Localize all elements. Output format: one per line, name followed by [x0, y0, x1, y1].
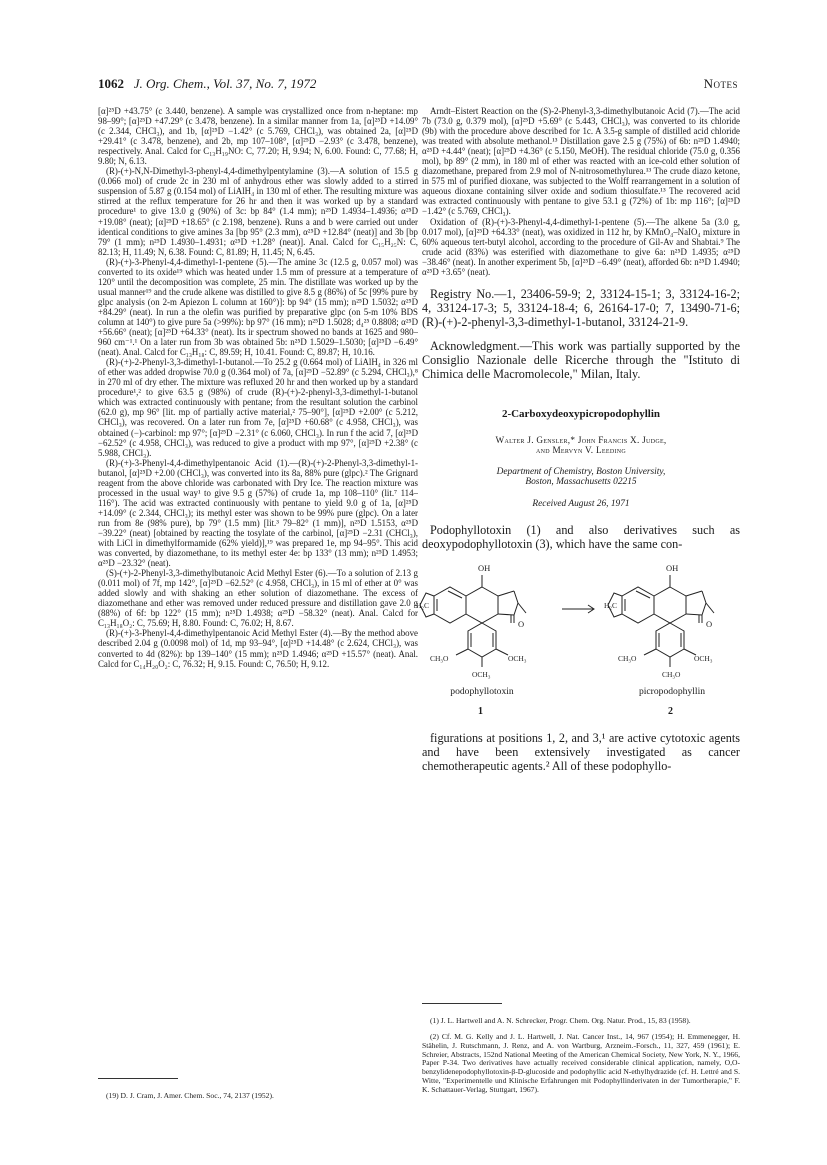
- atom-label: OH: [666, 563, 679, 574]
- authors-line: Walter J. Gensler,* John Francis X. Judge,: [495, 434, 667, 445]
- structure-number: 2: [668, 706, 673, 718]
- paragraph: (S)-(+)-2-Phenyl-3,3-dimethylbutanoic Acid Methyl Ester (6).—To a solution of 2.13 g (0.011 mol) of 7f, mp 142°, [α]²⁵D −62.52° (c 4.958, CHCl₃), in 15 ml of ether at 0° was added slowly and with shaking an ether solution of diazomethane. The excess of diazomethane and ether was removed under reduced pressure and distillation gave 2.0 g (88%) of 6f: bp 122° (15 mm); n²⁵D 1.4938; α²⁵D −58.32° (neat). Anal. Calcd for C₁₃H₁₈O₂: C, 75.69; H, 8.80. Found: C, 76.02; H, 8.67.: [98, 568, 418, 629]
- registry-numbers: Registry No.—1, 23406-59-9; 2, 33124-15-1; 3, 33124-16-2; 4, 33124-17-3; 5, 33124-18-4; 6, 26164-17-0; 7, 13490-71-6; (R)-(+)-2-phenyl-3,3-dimethyl-1-butanol, 33124-21-9.: [422, 286, 740, 329]
- atom-label: H₂C: [604, 601, 618, 611]
- paragraph: Arndt–Eistert Reaction on the (S)-2-Phenyl-3,3-dimethylbutanoic Acid (7).—The acid 7b (73.0 g, 0.379 mol), [α]²⁵D +5.69° (c 5.443, CHCl₃), was converted to its chloride (9b) with the procedure above described for 1c. A 3.5-g sample of distilled acid chloride was treated with absolute methanol.¹³ Distillation gave 2.5 g (75%) of 6b: n²⁵D 1.4940; α²⁵D +4.44° (neat); [α]²⁵D +4.36° (c 5.150, MeOH). The residual chloride (75.0 g, 0.356 mol), bp 89° (2 mm), in 180 ml of ether was reacted with an ice-cold ether solution of diazomethane, prepared from 2.9 mol of N-nitrosomethylurea.¹³ The crude diazo ketone, in 575 ml of purified dioxane, was subjected to the Wolff rearrangement in a solution of aqueous dioxane containing silver oxide and sodium thiosulfate.¹³ The recovered acid was extracted continuously with pentane to give 53.1 g (72%) of 1b: mp 116°; [α]²⁵D −1.42° (c 5.769, CHCl₃).: [422, 106, 740, 217]
- footnote: (19) D. J. Cram, J. Amer. Chem. Soc., 74, 2137 (1952).: [106, 1090, 274, 1100]
- chemical-structures: [416, 557, 740, 727]
- paragraph: (R)-(+)-3-Phenyl-4,4-dimethylpentanoic Acid Methyl Ester (4).—By the method above described 2.04 g (0.0098 mol) of 1d, mp 93–94°, [α]²⁵D +14.48° (c 2.624, CHCl₃), was converted to 4d (82%): bp 139–140° (15 mm); n²⁵D 1.4946; α²⁵D +15.57° (neat). Anal. Calcd for C₁₄H₂₀O₂: C, 76.32; H, 9.15. Found: C, 76.50; H, 9.12.: [98, 628, 418, 669]
- journal-citation: J. Org. Chem., Vol. 37, No. 7, 1972: [133, 76, 317, 91]
- atom-label: O: [706, 619, 713, 630]
- affiliation: [422, 467, 740, 487]
- page-number: 1062: [98, 76, 124, 91]
- article-title: 2-Carboxydeoxypicropodophyllin: [501, 407, 661, 420]
- atom-label: OH: [478, 563, 491, 574]
- structure-diagram: [416, 557, 740, 727]
- acknowledgment: Acknowledgment.—This work was partially supported by the Consiglio Nazionale delle Ricerche through the "Istituto di Chimica delle Macromolecole," Milan, Italy.: [422, 338, 740, 381]
- atom-label: CH₃O: [430, 654, 449, 664]
- section-label: Notes: [703, 76, 738, 91]
- atom-label: OCH₃: [472, 670, 491, 680]
- authors: [422, 435, 740, 455]
- footnote-rule: [422, 1003, 502, 1004]
- paragraph: (R)-(+)-2-Phenyl-3,3-dimethyl-1-butanol.—To 25.2 g (0.664 mol) of LiAlH₄ in 326 ml of ether was added dropwise 70.0 g (0.364 mol) of 7a, [α]²⁵D −52.89° (c 5.294, CHCl₃),⁸ in 270 ml of dry ether. The mixture was refluxed 20 hr and then worked up by a standard procedure¹,² to give 63.5 g (98%) of crude (R)-(+)-2-phenyl-3,3-dimethyl-1-butanol which was extracted continuously with pentane; from the resultant solution the carbinol (62.0 g), mp 96° [lit. mp of partially active material,² 75–90°], [α]²⁵D +2.00° (c 5.212, CHCl₃), was recovered. On a later run from 7e, [α]²⁵D +60.68° (c 4.958, CHCl₃), was obtained (−)-carbinol: mp 97°; [α]²⁵D −2.31° (c 6.060, CHCl₃). In run f the acid 7, [α]²⁵D −62.52° (c 4.958, CHCl₃), was reduced to give a product with mp 97°, [α]²⁵D +2.38° (c 5.988, CHCl₃).: [98, 357, 418, 458]
- structure-name: podophyllotoxin: [450, 686, 514, 698]
- paragraph: (R)-(+)-3-Phenyl-4,4-dimethyl-1-pentene (5).—The amine 3c (12.5 g, 0.057 mol) was converted to its oxide¹⁹ which was heated under 1.5 mm of pressure at a temperature of 120° until the decomposition was complete, 25 min. The distillate was worked up by the usual manner¹⁹ and the crude alkene was distilled to give 8.5 g (86%) of 5c [99% pure by glpc analysis (on 2-m Apiezon L column at 160°)]: bp 94° (15 mm); n²⁵D 1.5032; α²⁵D +84.29° (neat). In run a the olefin was purified by preparative glpc (on 5-m 10% BDS column at 140°) to give pure 5a (>99%): bp 97° (16 mm); n²⁵D 1.5028; d₄²⁵ 0.8808; α²⁵D +56.66° (neat); [α]²⁵D +64.33° (neat). Its ir spectrum showed no bands at 1625 and 980–960 cm⁻¹.¹ On a later run from 3b was obtained 5b: n²⁵D 1.5029–1.5030; [α]²⁵D −6.49° (neat). Anal. Calcd for C₁₃H₁₈: C, 89.59; H, 10.41. Found: C, 89.87; H, 10.16.: [98, 256, 418, 358]
- affiliation-line: Department of Chemistry, Boston University,: [496, 466, 666, 477]
- left-column: [98, 106, 418, 669]
- atom-label: H₂C: [416, 601, 430, 611]
- atom-label: O: [518, 619, 525, 630]
- paragraph: (R)-(+)-3-Phenyl-4,4-dimethylpentanoic Acid (1).—(R)-(+)-2-Phenyl-3,3-dimethyl-1-butanol, [α]²⁵D +2.00 (CHCl₃), was converted into its 8a, 88% pure (glpc).² The Grignard reagent from the above chloride was carbonated with Dry Ice. The reaction mixture was processed in the usual way¹ to give 9.5 g (57%) of crude 1a, mp 108–110° (lit.⁷ 114–116°). The acid was extracted continuously with pentane to yield 9.0 g of 1a, [α]²⁵D +14.09° (c 2.344, CHCl₃); its methyl ester was shown to be 99% pure (glpc). On a later run from 8e (98% pure), bp 79° (1.5 mm) [lit.³ 79–82° (1 mm)], n²⁵D 1.5153, α²⁵D −39.22° (neat) [obtained by reacting the tosylate of the carbinol, [α]²⁵D −2.31 (CHCl₃), with LiCl in dimethylformamide (62% yield)],¹⁹ was prepared 1e, mp 94–95°. This acid was converted, by diazomethane, to its methyl ester 4e: bp 133° (13 mm); n²⁵D 1.4953; α²⁵D −23.32° (neat).: [98, 457, 418, 569]
- footnote: (1) J. L. Hartwell and A. N. Schrecker, Progr. Chem. Org. Natur. Prod., 15, 83 (1958).: [430, 1015, 691, 1025]
- footnote-rule: [98, 1078, 178, 1079]
- paragraph: [α]²⁵D +43.75° (c 3.440, benzene). A sample was crystallized once from n-heptane: mp 98–99°; [α]²⁵D +47.29° (c 3.478, benzene). In a similar manner from 1a, [α]²⁵D +14.09° (c 2.344, CHCl₃), and 1b, [α]²⁵D −1.42° (c 5.769, CHCl₃), was obtained 2a, [α]²⁵D +29.41° (c 3.478, benzene), and 2b, mp 107–108°, [α]²⁵D −2.93° (c 3.478, benzene), respectively. Anal. Calcd for C₁₃H₁₉NO: C, 77.20; H, 9.94; N, 6.00. Found: C, 77.68; H, 9.80; N, 6.13.: [98, 106, 418, 167]
- structure-number: 1: [478, 706, 483, 718]
- right-column: [416, 106, 740, 774]
- affiliation-line: Boston, Massachusetts 02215: [525, 476, 637, 487]
- footnote-left: [98, 1084, 418, 1108]
- received-date: Received August 26, 1971: [532, 499, 630, 510]
- atom-label: CH₃O: [662, 670, 681, 680]
- structure-name: picropodophyllin: [638, 686, 706, 698]
- running-header: [98, 76, 738, 94]
- paragraph: Podophyllotoxin (1) and also derivatives such as deoxypodophyllotoxin (3), which have the same con-: [422, 523, 740, 552]
- atom-label: OCH₃: [508, 654, 527, 664]
- atom-label: CH₃O: [618, 654, 637, 664]
- paragraph: figurations at positions 1, 2, and 3,¹ are active cytotoxic agents and have been extensively investigated as cancer chemotherapeutic agents.² All of these podophyllo-: [422, 731, 740, 774]
- footnotes-right: [422, 1009, 740, 1102]
- paragraph: Oxidation of (R)-(+)-3-Phenyl-4,4-dimethyl-1-pentene (5).—The alkene 5a (3.0 g, 0.017 mol), [α]²⁵D +64.33° (neat), was oxidized in 112 hr, by KMnO₄–NaIO₄ mixture in 60% aqueous tert-butyl alcohol, according to the procedure of Gil-Av and Shabtai.⁹ The crude acid (83%) was esterified with diazomethane to give 6a: n²⁵D 1.4935; α²⁵D −38.46° (neat). In another experiment 5b, [α]²⁵D −6.49° (neat), afforded 6b: n²⁵D 1.4940; α²⁵D +3.65° (neat).: [422, 216, 740, 277]
- authors-line: and Mervyn V. Leeding: [535, 444, 627, 455]
- atom-labels: [416, 563, 713, 679]
- footnote: (2) Cf. M. G. Kelly and J. L. Hartwell, J. Nat. Cancer Inst., 14, 967 (1954); H. Emmenegger, H. Stähelin, J. Rutschmann, J. Renz, and A. von Wartburg, Arzneim.-Forsch., 11, 327, 459 (1961); E. Schreier, Abstracts, 152nd National Meeting of the American Chemical Society, New York, N. Y., 1966, Paper P-34. Two derivatives have actually received considerable clinical application, namely, O,O-benzylidenepodophyllotoxin-β-D-glucoside and podophyllic acid N-ethylhydrazide (cf. H. Lettré and S. Witte, "Experimentelle und Klinische Erfahrungen mit Podophyllinderivaten in der Tumortherapie," F. K. Schattauer-Verlag, Stuttgart, 1967).: [422, 1031, 740, 1094]
- paragraph: (R)-(+)-N,N-Dimethyl-3-phenyl-4,4-dimethylpentylamine (3).—A solution of 15.5 g (0.066 mol) of crude 2c in 230 ml of anhydrous ether was slowly added to a stirred suspension of 5.87 g (0.154 mol) of LiAlH₄ in 130 ml of ether. The resulting mixture was stirred at the reflux temperature for 26 hr and then it was worked up by a standard procedure¹ to give 13.0 g (90%) of 3c: bp 84° (1.4 mm); n²⁵D 1.4934–1.4936; α²⁵D +19.08° (neat); [α]²⁵D +18.65° (c 2.198, benzene). Runs a and b were carried out under identical conditions to give amines 3a [bp 95° (2.3 mm), α²⁵D +12.84° (neat)] and 3b [bp 79° (1 mm); n²⁵D 1.4930–1.4931; α²⁵D +1.28° (neat)]. Anal. Calcd for C₁₅H₂₅N: C, 82.13; H, 11.49; N, 6.38. Found: C, 81.89; H, 11.45; N, 6.45.: [98, 166, 418, 257]
- atom-label: OCH₃: [694, 654, 713, 664]
